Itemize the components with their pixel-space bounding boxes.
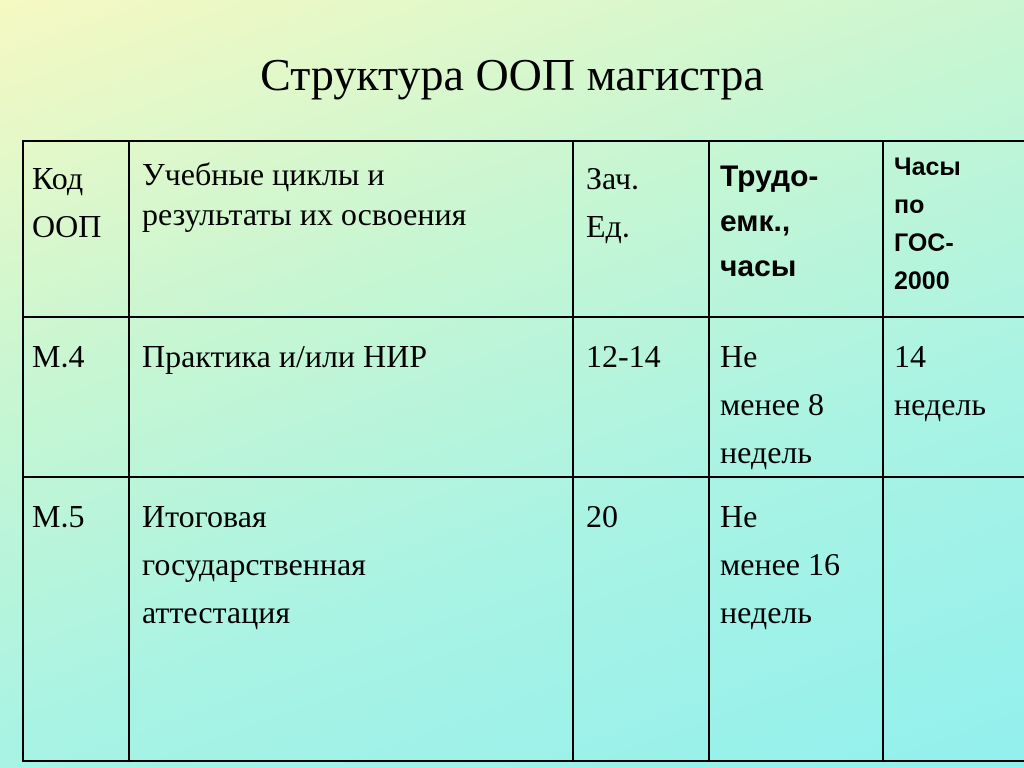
header-cell-code	[23, 141, 129, 317]
cell-value: 14 недель	[894, 338, 986, 422]
header-cell-workload	[709, 141, 883, 317]
cell-value: Практика и/или НИР	[142, 338, 428, 374]
header-label-credits: Зач. Ед.	[586, 160, 640, 244]
header-label-code: Код ООП	[32, 160, 102, 244]
header-label-workload: Трудо- емк., часы	[720, 160, 819, 283]
cell-value: Итоговая государственная аттестация	[142, 498, 366, 630]
cell-value: 20	[586, 498, 618, 534]
header-label-gos-hours: Часы по ГОС- 2000	[894, 153, 961, 295]
table-cell	[129, 317, 573, 477]
header-cell-cycles	[129, 141, 573, 317]
header-cell-credits	[573, 141, 709, 317]
cell-value: М.4	[32, 338, 85, 374]
table-row	[23, 477, 1024, 761]
table-cell	[883, 317, 1024, 477]
table-cell	[883, 477, 1024, 761]
cell-value: М.5	[32, 498, 85, 534]
header-label-cycles: Учебные циклы и результаты их освоения	[142, 156, 467, 232]
table-cell	[573, 317, 709, 477]
cell-value: 12-14	[586, 338, 661, 374]
table-row	[23, 317, 1024, 477]
table-cell	[129, 477, 573, 761]
cell-value: Не менее 16 недель	[720, 498, 840, 630]
table-cell	[23, 317, 129, 477]
table-cell	[573, 477, 709, 761]
cell-value	[884, 478, 1024, 492]
table-cell	[709, 317, 883, 477]
table-header-row	[23, 141, 1024, 317]
oop-structure-table	[22, 140, 1024, 762]
header-cell-gos-hours	[883, 141, 1024, 317]
slide-title: Структура ООП магистра	[260, 49, 764, 100]
cell-value: Не менее 8 недель	[720, 338, 824, 470]
table-cell	[23, 477, 129, 761]
table-cell	[709, 477, 883, 761]
